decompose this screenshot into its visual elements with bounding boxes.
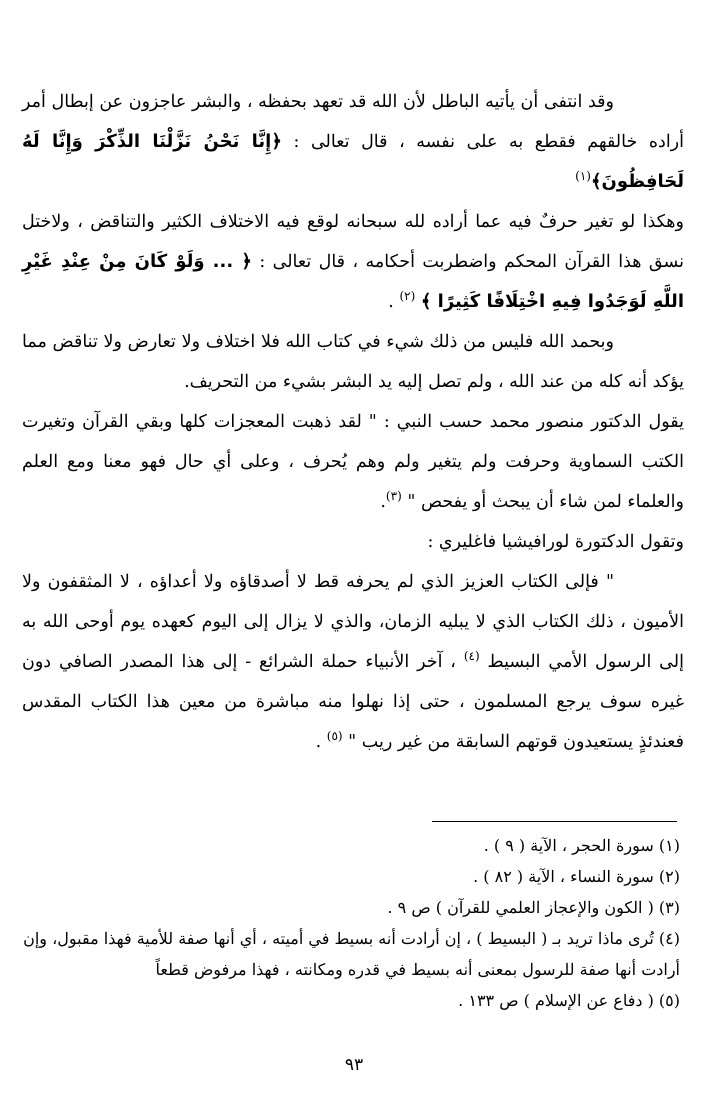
footnote-ref: (٣) — [385, 489, 402, 504]
footnote-1: (١) سورة الحجر ، الآية ( ٩ ) . — [483, 836, 680, 855]
paragraph-text: وهكذا لو تغير حرفٌ فيه عما أراده لله سبحانه لوقع فيه الاختلاف الكثير والتناقض ، ولاختل نسق هذا القرآن المحكم واضطربت أحكامه ، قال تعالى : — [22, 212, 684, 272]
footnote-2: (٢) سورة النساء ، الآية ( ٨٢ ) . — [473, 867, 680, 886]
sentence-end: . — [388, 292, 394, 312]
paragraph-text: يقول الدكتور منصور محمد حسب النبي : " لقد ذهبت المعجزات كلها وبقي القرآن وتغيرت الكتب السماوية وحرفت ولم يتغير ولم وهم يُحرف ، وعلى أي حال فهو معنا ومع العلم والعلماء لمن شاء أن يبحث أو يفحص " — [22, 412, 684, 512]
paragraph-intro-vaglieri — [22, 522, 684, 562]
paragraph-preservation — [22, 82, 684, 202]
paragraph-text: وتقول الدكتورة لورافيشيا فاغليري : — [427, 532, 684, 552]
footnote-ref: (٢) — [399, 289, 416, 304]
quran-verse-nisa: ﴿ ... وَلَوْ كَانَ مِنْ عِنْدِ غَيْرِ اللَّهِ لَوَجَدُوا فِيهِ اخْتِلَافًا كَثِيرًا ﴾ — [22, 251, 684, 312]
footnote-ref: (١) — [575, 169, 591, 184]
paragraph-quote-vaglieri — [22, 562, 684, 762]
paragraph-text: وقد انتفى أن يأتيه الباطل لأن الله قد تعهد بحفظه ، والبشر عاجزون عن إبطال أمر أراده خالقهم فقطع به على نفسه ، قال تعالى : — [22, 92, 684, 152]
main-text — [22, 82, 684, 762]
sentence-end: . — [380, 492, 386, 512]
paragraph-text: وبحمد الله فليس من ذلك شيء في كتاب الله فلا اختلاف ولا تعارض ولا تناقض مما يؤكد أنه كله من عند الله ، ولم تصل إليه يد البشر بشيء من التحريف. — [22, 332, 684, 392]
page-number: ٩٣ — [344, 1055, 364, 1075]
footnote-ref: (٥) — [326, 729, 343, 744]
footnote-5: (٥) ( دفاع عن الإسلام ) ص ١٣٣ . — [458, 991, 680, 1010]
paragraph-contradiction — [22, 202, 684, 322]
footnote-4: (٤) تُرى ماذا تريد بـ ( البسيط ) ، إن أرادت أنه بسيط في أميته ، أي أنها صفة للأمية فهذا مقبول، وإن أرادت أنها صفة للرسول بمعنى أنه بسيط في قدره ومكانته ، فهذا مرفوض قطعاً — [23, 929, 680, 979]
footnote-divider — [432, 821, 677, 822]
sentence-end: . — [315, 732, 322, 752]
paragraph-text: " فإلى الكتاب العزيز الذي لم يحرفه قط لا أصدقاؤه ولا أعداؤه ، لا المثقفون ولا الأميون ، ذلك الكتاب الذي لا يبليه الزمان، والذي لا يزال إلى اليوم كعهده يوم أوحى الله به إلى الرسول الأمي البسيط — [22, 572, 684, 672]
footnote-ref: (٤) — [463, 649, 480, 664]
quran-verse-hijr: ﴿إِنَّا نَحْنُ نَزَّلْنَا الذِّكْرَ وَإِنَّا لَهُ لَحَافِظُونَ﴾ — [22, 131, 684, 192]
paragraph-quote-mansour — [22, 402, 684, 522]
footnotes — [22, 830, 680, 1016]
paragraph-text: ، آخر الأنبياء حملة الشرائع - إلى هذا المصدر الصافي دون غيره سوف يرجع المسلمون ، حتى إذا نهلوا منه مباشرة من معين هذا الكتاب المقدس فعندئذٍ يستعيدون قوتهم السابقة من غير ريب " — [22, 652, 684, 752]
paragraph-no-distortion — [22, 322, 684, 402]
footnote-3: (٣) ( الكون والإعجاز العلمي للقرآن ) ص ٩ . — [387, 898, 680, 917]
